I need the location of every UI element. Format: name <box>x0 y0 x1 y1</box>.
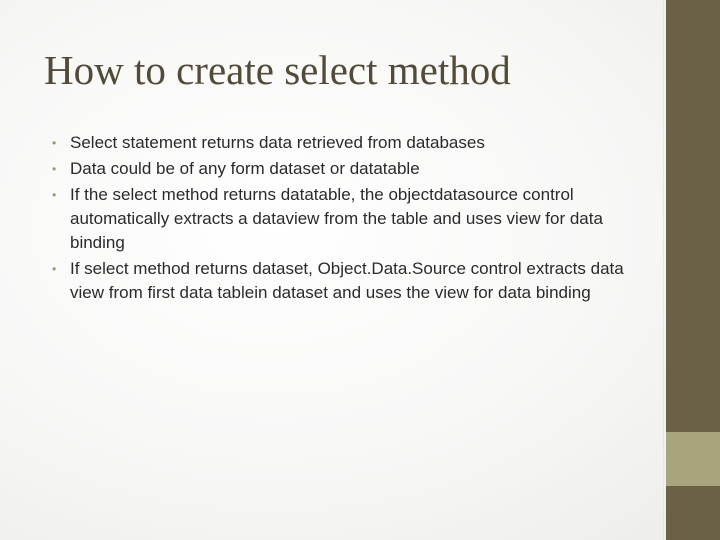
sidebar-divider-line <box>663 0 664 540</box>
bullet-text: Select statement returns data retrieved from databases <box>70 133 485 152</box>
bullet-item <box>52 183 648 255</box>
bullet-item <box>52 157 648 181</box>
bullet-dot-icon: • <box>52 188 57 202</box>
bullet-dot-icon: • <box>52 136 57 150</box>
bullet-item <box>52 131 648 155</box>
bullet-list <box>52 131 648 307</box>
bullet-text: If select method returns dataset, Object.Data.Source control extracts data view from first data tablein dataset and uses the view for data binding <box>70 259 624 302</box>
sidebar-accent-block <box>666 432 720 486</box>
slide-title: How to create select method <box>44 47 511 93</box>
bullet-text: Data could be of any form dataset or datatable <box>70 159 420 178</box>
bullet-item <box>52 257 648 305</box>
bullet-dot-icon: • <box>52 162 57 176</box>
bullet-dot-icon: • <box>52 262 57 276</box>
bullet-text: If the select method returns datatable, the objectdatasource control automatically extracts a dataview from the table and uses view for data binding <box>70 185 603 252</box>
